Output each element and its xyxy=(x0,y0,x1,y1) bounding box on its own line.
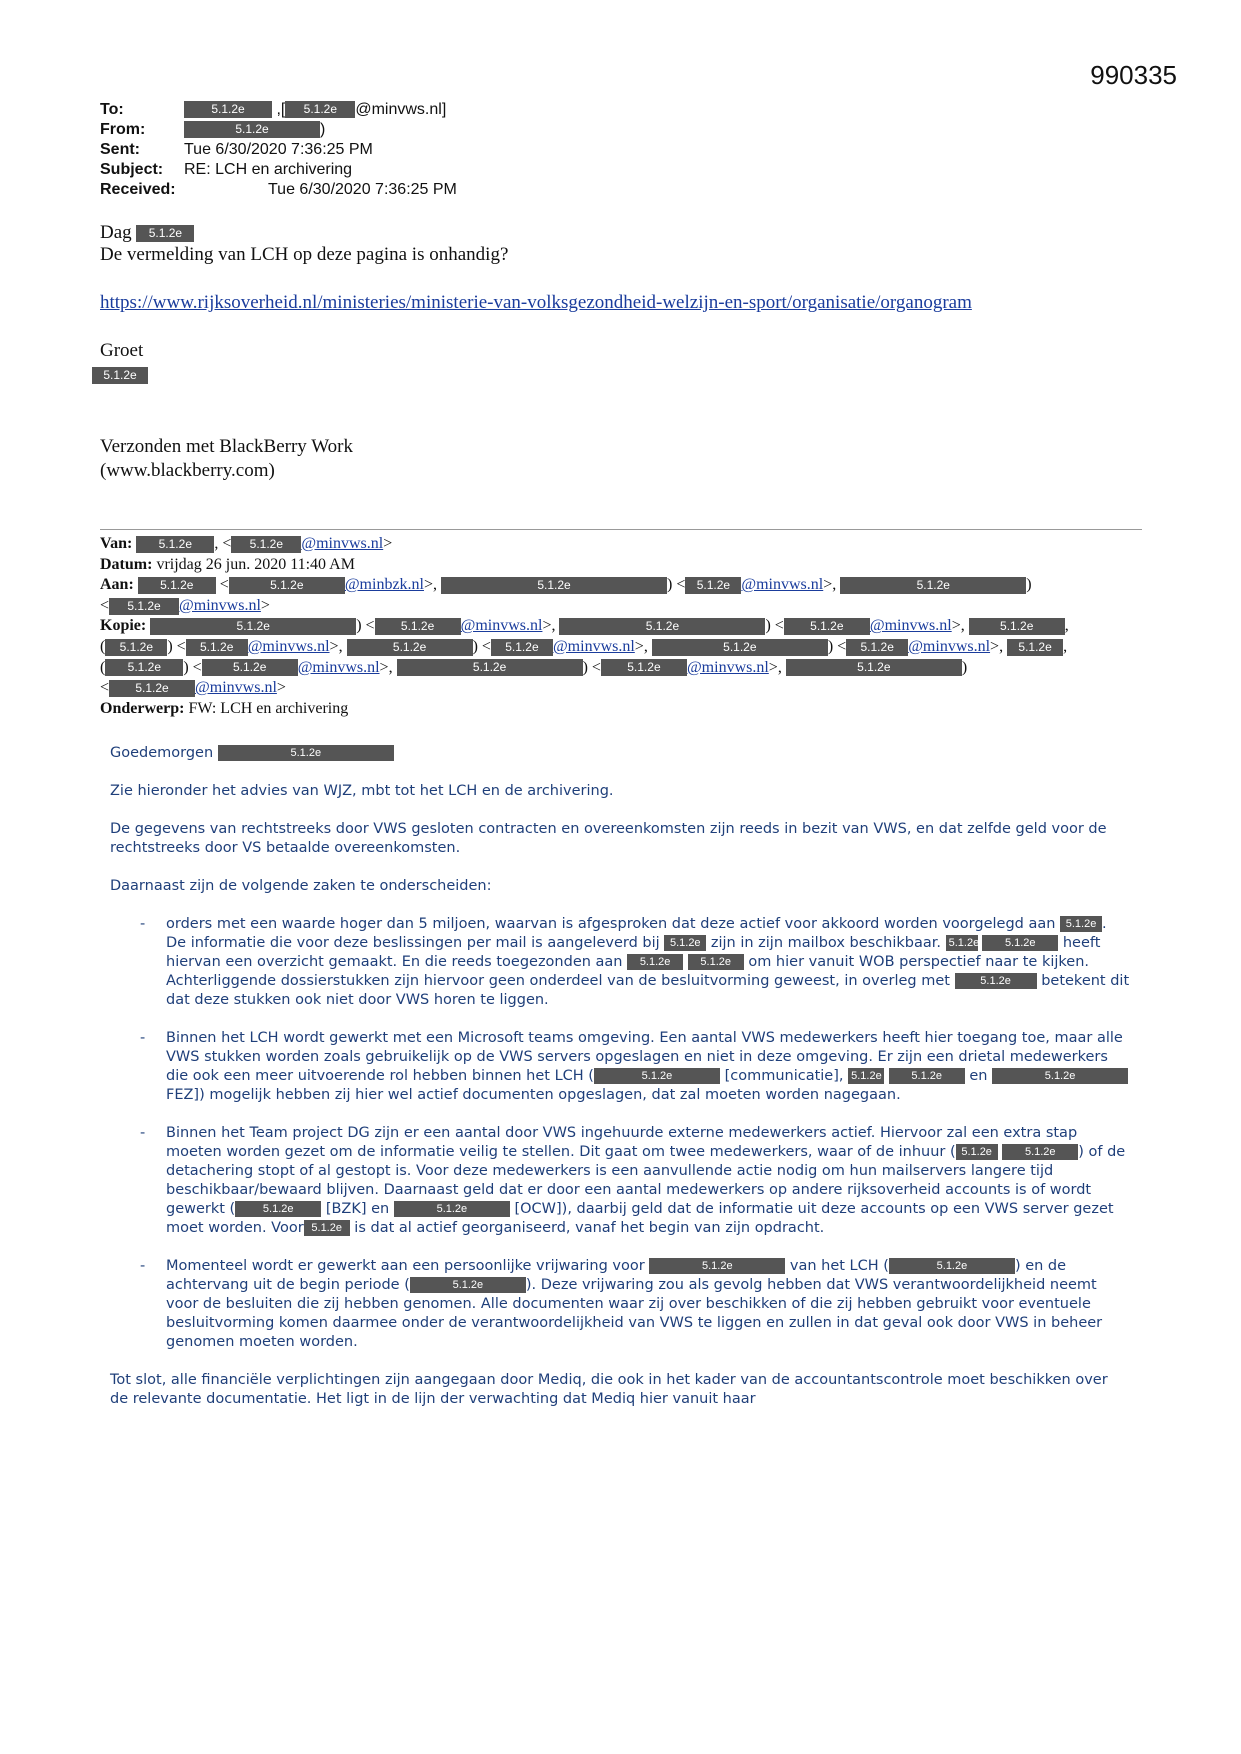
bullet-item: - Binnen het LCH wordt gewerkt met een Microsoft teams omgeving. Een aantal VWS medewerkers heeft hier toegang toe, maar alle VWS stukken worden zoals gebruikelijk op de VWS servers opgeslagen en niet in deze omgeving. Er zijn een drietal medewerkers die ook een meer uitvoerende rol hebben binnen het LCH ( 5.1.2e [communicatie], 5.1.2e 5.1.2e en 5.1.2eFEZ]) mogelijk hebben zij hier wel actief documenten opgeslagen, dat zal moeten worden nagegaan. xyxy=(110,1029,1130,1105)
document-id: 990335 xyxy=(1090,60,1177,90)
from-label: From: xyxy=(100,121,146,138)
received-value: Tue 6/30/2020 7:36:25 PM xyxy=(268,181,457,198)
reply-closing: Groet xyxy=(100,340,144,361)
subject-label: Subject: xyxy=(100,161,164,178)
body-paragraph: De gegevens van rechtstreeks door VWS gesloten contracten en overeenkomsten zijn reeds in bezit van VWS, en dat zelfde geld voor de rechtstreeks door VS betaalde overeenkomsten. xyxy=(110,821,1107,856)
bullet-item: - Momenteel wordt er gewerkt aan een persoonlijke vrijwaring voor 5.1.2e van het LCH ( 5.1.2e ) en de achtervang uit de begin periode ( 5.1.2e ). Deze vrijwaring zou als gevolg hebben dat VWS verantwoordelijkheid neemt voor de besluiten die zij hebben genomen. Alle documenten waar zij over beschikken of die zij hebben gebruikt voor eventuele besluitvorming komen daarmee onder de verantwoordelijkheid van VWS te liggen en zullen in dat geval ook door VWS in beheer genomen moeten worden. xyxy=(110,1257,1130,1352)
subject-value: RE: LCH en archivering xyxy=(184,161,353,178)
sent-value: Tue 6/30/2020 7:36:25 PM xyxy=(184,141,373,158)
reply-line: De vermelding van LCH op deze pagina is onhandig? xyxy=(100,244,509,265)
redaction: 5.1.2e xyxy=(285,101,355,118)
body-paragraph: Zie hieronder het advies van WJZ, mbt tot het LCH en de archivering. xyxy=(110,783,614,799)
to-label: To: xyxy=(100,101,124,118)
reply-greeting: Dag 5.1.2e xyxy=(100,222,194,244)
signature-line: Verzonden met BlackBerry Work xyxy=(100,436,353,457)
redaction: 5.1.2e xyxy=(184,101,272,118)
signature-url: (www.blackberry.com) xyxy=(100,460,275,481)
bullet-item: - Binnen het Team project DG zijn er een aantal door VWS ingehuurde externe medewerkers actief. Hiervoor zal een extra stap moeten worden gezet om de informatie veilig te stellen. Dit gaat om twee medewerkers, waar of de inhuur ( 5.1.2e 5.1.2e ) of de detachering stopt of al gestopt is. Voor deze medewerkers is een aanvullende actie nodig om hun mailservers langere tijd beschikbaar/bewaard blijven. Daarnaast geld dat er door een aantal medewerkers op andere rijksoverheid accounts is of wordt gewerkt ( 5.1.2e [BZK] en 5.1.2e [OCW]), daarbij geld dat de informatie uit deze accounts op een VWS server gezet moet worden. Voor 5.1.2e is dat al actief georganiseerd, vanaf het begin van zijn opdracht. xyxy=(110,1124,1130,1238)
to-domain: @minvws.nl] xyxy=(355,101,447,118)
reply-signature-redaction: 5.1.2e xyxy=(92,364,148,386)
email-body xyxy=(110,744,1130,1428)
to-separator: ,[ xyxy=(272,101,286,118)
organogram-link[interactable]: https://www.rijksoverheid.nl/ministeries/ministerie-van-volksgezondheid-welzijn-en-sport/organisatie/organogram xyxy=(100,292,972,313)
body-paragraph: Daarnaast zijn de volgende zaken te onderscheiden: xyxy=(110,878,492,894)
divider xyxy=(100,529,1142,530)
redaction: 5.1.2e xyxy=(136,225,194,242)
bullet-item: - orders met een waarde hoger dan 5 miljoen, waarvan is afgesproken dat deze actief voor akkoord worden voorgelegd aan 5.1.2e . De informatie die voor deze beslissingen per mail is aangeleverd bij 5.1.2e zijn in zijn mailbox beschikbaar. 5.1.2e 5.1.2e heeft hiervan een overzicht gemaakt. En die reeds toegezonden aan 5.1.2e 5.1.2e om hier vanuit WOB perspectief naar te kijken. Achterliggende dossierstukken zijn hiervoor geen onderdeel van de besluitvorming geweest, in overleg met 5.1.2e betekent dit dat deze stukken ook niet door VWS horen te liggen. xyxy=(110,915,1130,1010)
redaction: 5.1.2e xyxy=(184,121,320,138)
sent-label: Sent: xyxy=(100,141,140,158)
body-greeting: Goedemorgen 5.1.2e xyxy=(110,744,1130,763)
bullet-list xyxy=(110,915,1130,1352)
received-label: Received: xyxy=(100,181,176,198)
body-paragraph: Tot slot, alle financiële verplichtingen zijn aangegaan door Mediq, die ook in het kader van de accountantscontrole moet beschikken over de relevante documentatie. Het ligt in de lijn der verwachting dat Mediq hier vanuit haar xyxy=(110,1372,1108,1407)
from-tail: ) xyxy=(320,121,326,138)
forward-header: Van: 5.1.2e , < 5.1.2e @minvws.nl> Datum: vrijdag 26 jun. 2020 11:40 AM Aan: 5.1.2e < 5.1.2e @minbzk.nl>, 5.1.2e ) < 5.1.2e @minvws.nl>, 5.1.2e ) < 5.1.2e @minvws.nl> Kopie: 5.1.2e ) < 5.1.2e @minvws.nl>, 5.1.2e ) < 5.1.2e @minvws.nl>, 5.1.2e , ( 5.1.2e ) < 5.1.2e @minvws.nl>, 5.1.2e ) < 5.1.2e @minvws.nl>, 5.1.2e ) < 5.1.2e @minvws.nl>, 5.1.2e , ( 5.1.2e ) < 5.1.2e @minvws.nl>, 5.1.2e ) < 5.1.2e @minvws.nl>, 5.1.2e ) < 5.1.2e @minvws.nl> Onderwerp: FW: LCH en archivering xyxy=(100,535,1069,717)
email-header xyxy=(100,100,457,200)
